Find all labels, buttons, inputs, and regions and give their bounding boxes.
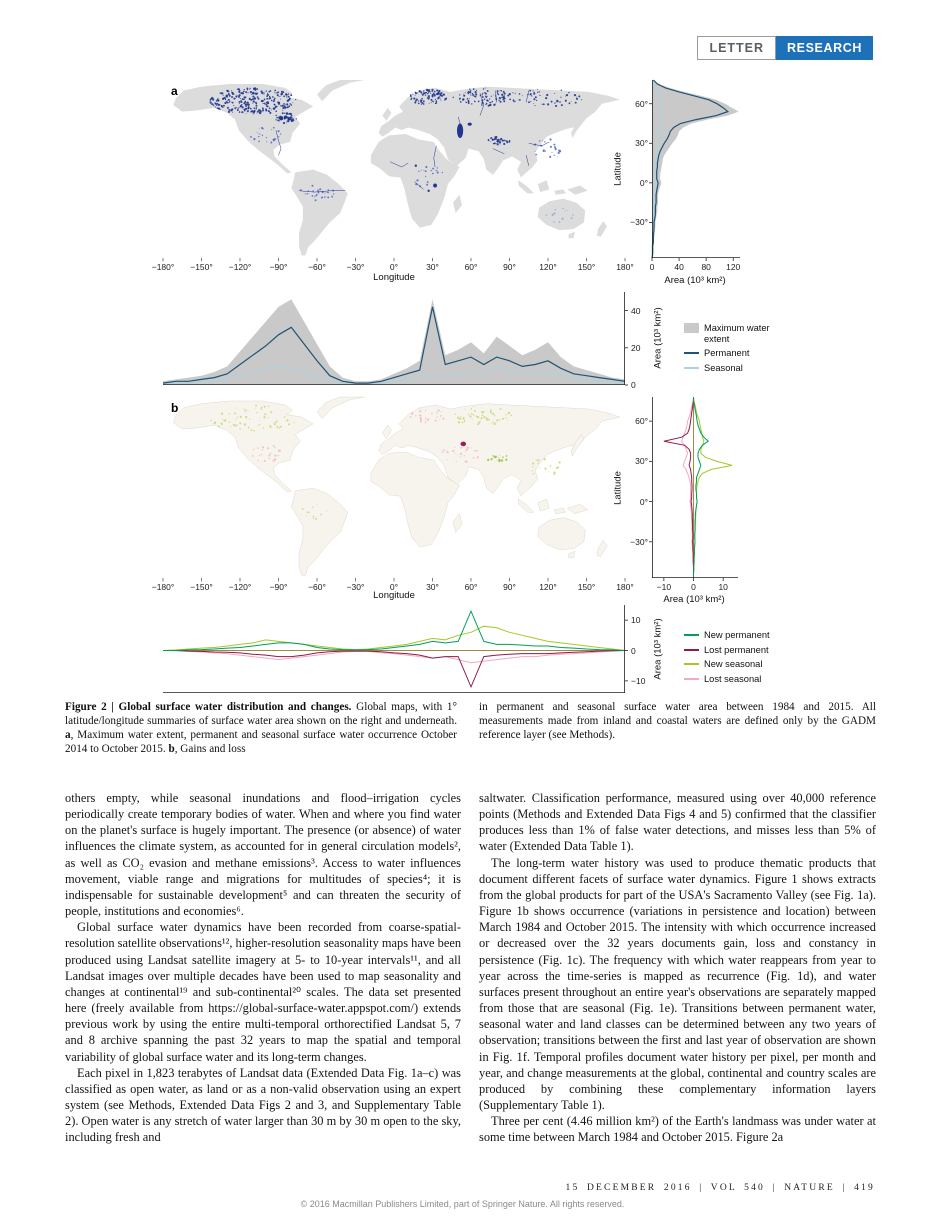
caption-text: in permanent and seasonal surface water area between 1984 and 2015. All measurements made from inland and coastal waters are defined only by the GADM reference layer (see Methods).	[479, 701, 876, 741]
letter-badge: LETTER	[697, 36, 776, 60]
legend-item	[684, 348, 784, 359]
tick-label: 20	[631, 342, 641, 353]
legend-item	[684, 674, 770, 685]
legend-item	[684, 363, 784, 374]
paragraph: saltwater. Classification performance, measured using over 40,000 reference points (Methods and Extended Data Figs 4 and 5) confirmed that the classifier produces less than 1% of false water detections, and misses less than 5% of water (Extended Data Table 1).	[479, 791, 876, 854]
tick-label: 90°	[503, 581, 516, 592]
paragraph: Global surface water dynamics have been recorded from coarse-spatial-resolution satellite observations¹², higher-resolution seasonality maps have been produced using Landsat satellite imagery at 5- to 10-year intervals¹¹, and all Landsat images over multiple decades have been used to map seasonality and changes at continental¹⁹ and sub-continental²⁰ scales. The data set presented here (freely available from https://global-surface-water.appspot.com/) extends previous work by using the entire multi-temporal orthorectified Landsat 5, 7 and 8 archive spanning the past 32 years to map the spatial and temporal variability of global surface water and its long-term changes.	[65, 920, 462, 1064]
caption-bold-a: a	[65, 728, 71, 741]
caption-text: Global maps, with 1° latitude/longitude summaries of surface water area shown on the right and underneath.	[65, 701, 457, 727]
caption-text: , Gains and loss	[174, 742, 246, 755]
body-column-right	[479, 790, 876, 1145]
area-axis-label-lon-a: Area (10³ km²)	[652, 307, 664, 369]
tick-label: 30°	[635, 138, 648, 149]
legend-label: Permanent	[704, 348, 750, 358]
tick-label: 30°	[426, 261, 439, 272]
tick-label: −10	[631, 675, 646, 686]
tick-label: 30°	[635, 456, 648, 467]
tick-label: −150°	[190, 261, 213, 272]
legend-label: New seasonal	[704, 659, 763, 669]
world-map-panel-b	[163, 397, 625, 578]
panel-b-label: b	[171, 401, 179, 415]
tick-label: 180°	[616, 261, 634, 272]
legend-swatch-maximum-water-extent	[684, 323, 699, 333]
legend-swatch-new-seasonal	[684, 663, 699, 665]
tick-label: 180°	[616, 581, 634, 592]
body-column-left	[65, 790, 461, 1145]
tick-label: 0°	[639, 496, 648, 507]
paragraph: others empty, while seasonal inundations and flood–irrigation cycles periodically create temporary bodies of water. When and where you find water on the planet's surface is hugely important. The presence (or absence) of water influences the climate system, as accounted for in general circulation models², as well as CO₂ evasion and methane emissions³. Access to water influences movement, viable range and migrations for multitudes of species⁴; it is indispensable for sustainable development⁵ and can threaten the security of people, institutions and economies⁶.	[65, 791, 461, 919]
longitude-axis-label-b: Longitude	[373, 590, 415, 601]
paragraph: Three per cent (4.46 million km²) of the Earth's landmass was under water at some time between March 1984 and October 2015. Figure 2a	[479, 1114, 876, 1145]
caption-text: , Maximum water extent, permanent and seasonal surface water occurrence October 2014 to October 2015.	[65, 728, 457, 755]
tick-label: 0°	[389, 581, 399, 592]
tick-label: −60°	[308, 581, 326, 592]
tick-label: 0	[649, 262, 655, 272]
tick-label: −30°	[630, 536, 648, 547]
tick-label: −120°	[228, 261, 252, 272]
tick-label: 0°	[639, 177, 648, 188]
tick-label: −90°	[269, 261, 288, 272]
legend-item	[684, 645, 770, 656]
tick-label: 120	[726, 262, 741, 272]
tick-label: 40	[674, 262, 684, 272]
paragraph: The long-term water history was used to produce thematic products that document different facets of surface water dynamics. Figure 1 shows extracts from the global products for part of the USA's Sacramento Valley (see Fig. 1a). Figure 1b shows occurrence (variations in persistence and location) between March 1984 and October 2015. The intensity with which occurrence increased or decreased over the 32 years documents gain, loss and constancy in persistence (Fig. 1c). The frequency with which water reappears from year to year across the time-series is mapped as recurrence (Fig. 1d), and water surfaces present throughout an entire year's observations are separately mapped from those that are seasonal (Fig. 1e). Transitions between permanent water, seasonal water and land classes can be determined between any two years of observation; transitions between the first and last year of observation are shown in Fig. 1f. Temporal profiles document water history per pixel, per month and year, and change measurements at the global, continental and country scales are produced by combining these complementary information layers (Supplementary Table 1).	[479, 855, 876, 1112]
longitude-axis-label-a: Longitude	[373, 272, 415, 283]
tick-label: 120°	[539, 581, 557, 592]
tick-label: −180°	[151, 581, 175, 592]
legend-swatch-lost-seasonal	[684, 678, 699, 680]
legend-swatch-lost-permanent	[684, 649, 699, 651]
tick-label: 150°	[577, 581, 596, 592]
tick-label: −30°	[346, 581, 365, 592]
legend-item	[684, 630, 770, 641]
tick-label: 30°	[426, 581, 439, 592]
latitude-profile-chart-b	[652, 397, 738, 578]
legend-label: Maximum water extent	[704, 323, 770, 344]
tick-label: 60°	[464, 261, 478, 272]
legend-label: Lost permanent	[704, 644, 769, 655]
tick-label: 120°	[539, 261, 557, 272]
longitude-profile-chart-a	[163, 292, 625, 385]
tick-label: 40	[631, 305, 641, 316]
tick-label: 0	[631, 380, 636, 390]
tick-label: −120°	[228, 581, 252, 592]
legend-label: Seasonal	[704, 362, 743, 373]
legend-item	[684, 323, 784, 344]
legend-panel-b	[684, 630, 770, 688]
legend-label: Lost seasonal	[704, 673, 762, 684]
area-axis-label-lon-b: Area (10³ km²)	[652, 618, 664, 680]
legend-item	[684, 659, 770, 670]
longitude-profile-chart-b	[163, 605, 625, 693]
tick-label: 150°	[577, 261, 596, 272]
tick-label: 10	[718, 582, 728, 592]
area-axis-label-lat-b: Area (10³ km²)	[663, 594, 725, 605]
tick-label: −30°	[346, 261, 365, 272]
legend-panel-a	[684, 323, 784, 377]
figure-caption-left	[65, 701, 457, 757]
tick-label: −60°	[308, 261, 326, 272]
tick-label: 60°	[635, 98, 648, 109]
copyright-notice: © 2016 Macmillan Publishers Limited, part of Springer Nature. All rights reserved.	[300, 1199, 625, 1209]
tick-label: −150°	[190, 581, 213, 592]
legend-swatch-seasonal	[684, 367, 699, 369]
caption-title: Figure 2 | Global surface water distribution and changes.	[65, 701, 352, 713]
tick-label: 10	[631, 615, 641, 626]
world-map-panel-a	[163, 80, 625, 258]
panel-a-label: a	[171, 84, 178, 98]
figure-caption-right	[479, 701, 876, 743]
legend-swatch-new-permanent	[684, 634, 699, 636]
research-badge: RESEARCH	[776, 36, 873, 60]
area-axis-label-lat-a: Area (10³ km²)	[664, 275, 726, 286]
legend-label: New permanent	[704, 630, 770, 640]
page-footer-citation: 15 DECEMBER 2016 | VOL 540 | NATURE | 419	[565, 1183, 875, 1193]
tick-label: −30°	[630, 217, 648, 228]
tick-label: 0	[691, 582, 696, 592]
tick-label: −10	[656, 582, 672, 592]
tick-label: 80	[701, 262, 711, 272]
latitude-axis-label-a: Latitude	[612, 152, 624, 186]
tick-label: 0°	[389, 261, 399, 272]
caption-bold-b: b	[168, 742, 175, 755]
tick-label: 0	[631, 645, 636, 656]
tick-label: 90°	[503, 261, 516, 272]
tick-label: 60°	[464, 581, 478, 592]
tick-label: −180°	[151, 261, 175, 272]
tick-label: 60°	[635, 416, 648, 427]
legend-swatch-permanent	[684, 352, 699, 354]
paragraph: Each pixel in 1,823 terabytes of Landsat data (Extended Data Fig. 1a–c) was classified as open water, as land or as a non-valid observation using an expert system (see Methods, Extended Data Figs 2 and 3, and Supplementary Table 2). Open water is any stretch of water larger than 30 m by 30 m open to the sky, including fresh and	[65, 1065, 461, 1145]
latitude-axis-label-b: Latitude	[612, 471, 624, 505]
latitude-profile-chart-a	[652, 80, 740, 258]
tick-label: −90°	[269, 581, 288, 592]
